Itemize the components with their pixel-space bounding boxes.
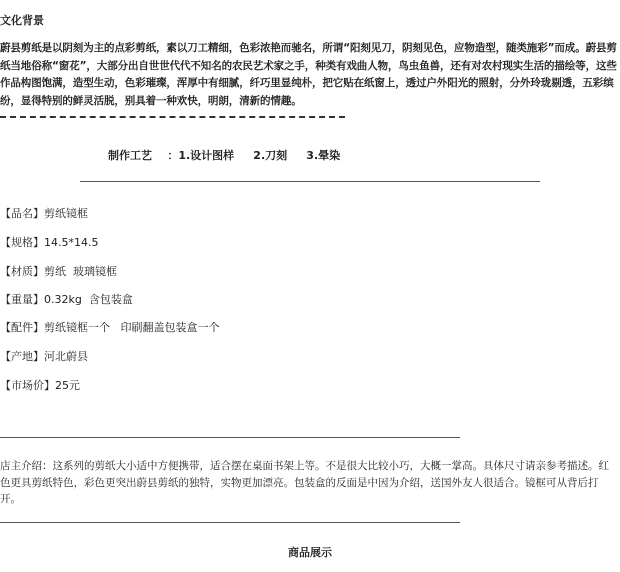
- spec-size: 【规格】14.5*14.5: [0, 236, 99, 249]
- divider-line: [0, 522, 460, 523]
- culture-paragraph: 蔚县剪纸是以阴刻为主的点彩剪纸，素以刀工精细，色彩浓艳而驰名，所谓“阳刻见刀，阴刻见色，应物造型，随类施彩”而成。蔚县剪纸当地俗称“窗花”，大部分出自世世代代不知名的农民艺术家之手，种类有戏曲人物，鸟虫鱼兽，还有对农村现实生活的描绘等，这些作品构图饱满，造型生动，色彩璀璨，浑厚中有细腻，纤巧里显纯朴，把它贴在纸窗上，透过户外阳光的照射，分外玲珑剔透，五彩缤纷，显得特别的鲜灵活脱，别具着一种欢快，明朗，清新的情趣。: [0, 42, 617, 107]
- craft-steps: ：1.设计图样 2.刀刻 3.晕染: [167, 149, 341, 162]
- spec-weight: 【重量】0.32kg 含包装盒: [0, 293, 133, 306]
- divider-line: [0, 437, 460, 438]
- dashed-divider: [0, 116, 345, 118]
- shop-owner-note: 店主介绍：这系列的剪纸大小适中方便携带，适合摆在桌面书架上等。不是很大比较小巧，大概一掌高。具体尺寸请亲参考描述。红色更具剪纸特色，彩色更突出蔚县剪纸的独特，实物更加漂亮。包装盒的反面是中因为介绍，送国外友人很适合。镜框可从背后打开。: [0, 460, 609, 505]
- spec-name: 【品名】剪纸镜框: [0, 207, 88, 220]
- craft-line: [108, 147, 340, 163]
- product-showcase-heading: 商品展示: [288, 546, 332, 559]
- spec-price: 【市场价】25元: [0, 379, 80, 392]
- spec-accessories: 【配件】剪纸镜框一个 印刷翻盖包装盒一个: [0, 321, 220, 334]
- spec-material: 【材质】剪纸 玻璃镜框: [0, 265, 117, 278]
- craft-label: 制作工艺: [108, 149, 152, 162]
- divider-line: [80, 181, 540, 182]
- culture-heading: 文化背景: [0, 14, 44, 27]
- spec-origin: 【产地】河北蔚县: [0, 350, 88, 363]
